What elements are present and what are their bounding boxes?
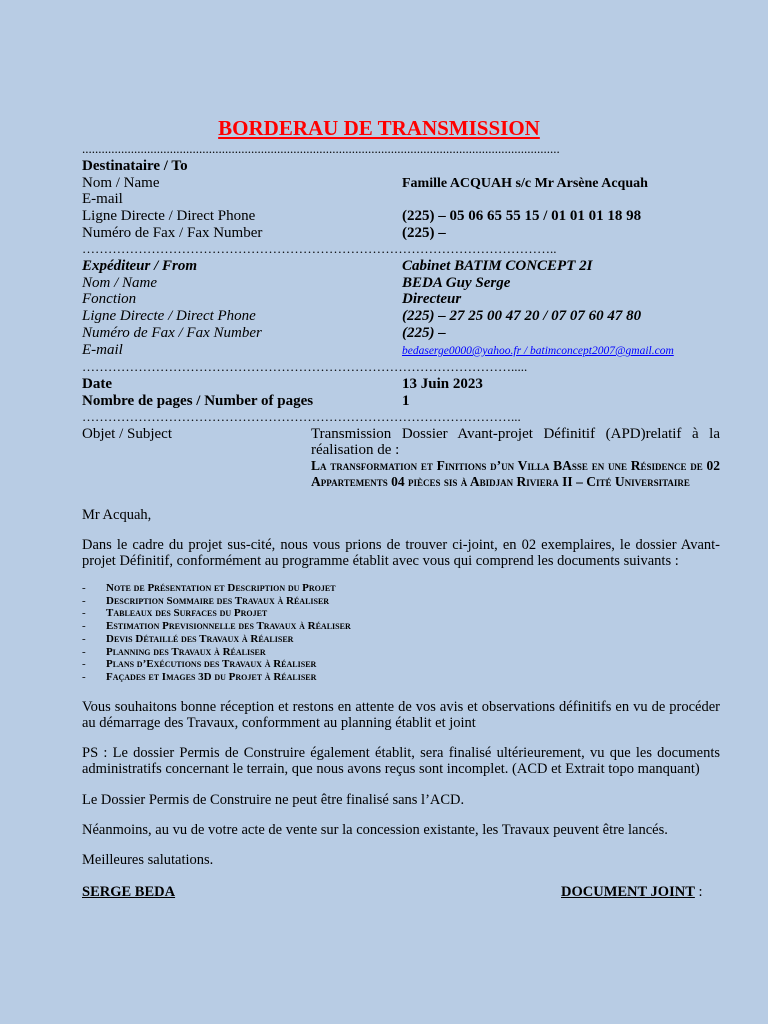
recipient-phone-value: (225) – 05 06 65 55 15 / 01 01 01 18 98 [402,208,642,224]
sender-company: Cabinet BATIM CONCEPT 2I [402,258,593,274]
paragraph-works: Néanmoins, au vu de votre acte de vente sur la concession existante, les Travaux peuvent être lancés. [82,822,668,838]
recipient-heading: Destinataire / To [82,158,188,174]
separator-line: ................................................................................................................................................... [82,141,560,156]
recipient-email-label: E-mail [82,191,123,207]
recipient-name-label: Nom / Name [82,175,160,191]
paragraph-intro: Dans le cadre du projet sus-cité, nous vous prions de trouver ci-joint, en 02 exemplaires, le dossier Avant-projet Définitif, conformément au programme établit avec vous qui comprend les documents suivants : [82,537,720,569]
subject-intro: Transmission Dossier Avant-projet Définitif (APD)relatif à la réalisation de : [311,426,720,458]
sender-role-label: Fonction [82,291,137,307]
signature-name: SERGE BEDA [82,884,176,900]
sender-fax-label: Numéro de Fax / Fax Number [82,325,262,341]
sender-name-value: BEDA Guy Serge [402,275,511,291]
sender-email-label: E-mail [82,342,123,358]
greeting: Mr Acquah, [82,507,152,523]
list-item: - Plans d’Exécutions des Travaux à Réaliser [82,658,317,671]
sender-name-label: Nom / Name [82,275,157,291]
sender-phone-label: Ligne Directe / Direct Phone [82,308,256,324]
list-item: - Description Sommaire des Travaux à Réaliser [82,594,330,607]
list-item: - Planning des Travaux à Réaliser [82,645,266,658]
pages-value: 1 [402,393,410,409]
separator-line: ……………………………………………………………………………………………….. [82,241,557,256]
subject-block [311,426,720,490]
paragraph-acd: Le Dossier Permis de Construire ne peut être finalisé sans l’ACD. [82,792,465,808]
separator-line: ………………………………………………………………………………………..... [82,359,528,374]
sender-phone-value: (225) – 27 25 00 47 20 / 07 07 60 47 80 [402,308,642,324]
recipient-fax-label: Numéro de Fax / Fax Number [82,225,263,241]
sender-role-value: Directeur [402,291,462,307]
attached-document-label: DOCUMENT JOINT : [561,884,703,900]
list-item: - Devis Détaillé des Travaux à Réaliser [82,632,294,645]
list-item: - Note de Présentation et Description du Projet [82,582,336,594]
recipient-fax-value: (225) – [402,225,446,241]
paragraph-reception: Vous souhaitons bonne réception et restons en attente de vos avis et observations définitifs en vu de procéder au démarrage des Travaux, conformment au planning établit et joint [82,699,720,731]
list-item: - Façades et Images 3D du Projet à Réaliser [82,670,317,683]
sender-heading: Expéditeur / From [82,258,198,274]
separator-line: ………………………………………………………………………………………... [82,409,521,424]
document-list [82,582,582,684]
list-item: - Tableaux des Surfaces du Projet [82,607,268,620]
subject-description: La transformation et Finitions d’un Villa BAsse en une Résidence de 02 Appartements 04 pièces sis à Abidjan Riviera II – Cité Universitaire [311,458,720,489]
date-value: 13 Juin 2023 [402,376,483,392]
pages-label: Nombre de pages / Number of pages [82,393,314,409]
closing-salutation: Meilleures salutations. [82,852,214,868]
sender-email-link[interactable]: bedaserge0000@yahoo.fr / batimconcept2007@gmail.com [402,345,674,357]
recipient-name-value: Famille ACQUAH s/c Mr Arsène Acquah [402,176,648,191]
document-title: BORDERAU DE TRANSMISSION [218,116,540,140]
date-label: Date [82,376,112,392]
subject-label: Objet / Subject [82,426,172,442]
paragraph-ps: PS : Le dossier Permis de Construire également établit, sera finalisé ultérieurement, vu que les documents administratifs concernant le terrain, que nous avons reçus sont incomplet. (ACD et Extrait topo manquant) [82,745,720,777]
list-item: - Estimation Previsionnelle des Travaux à Réaliser [82,620,351,633]
recipient-phone-label: Ligne Directe / Direct Phone [82,208,256,224]
sender-fax-value: (225) – [402,325,446,341]
